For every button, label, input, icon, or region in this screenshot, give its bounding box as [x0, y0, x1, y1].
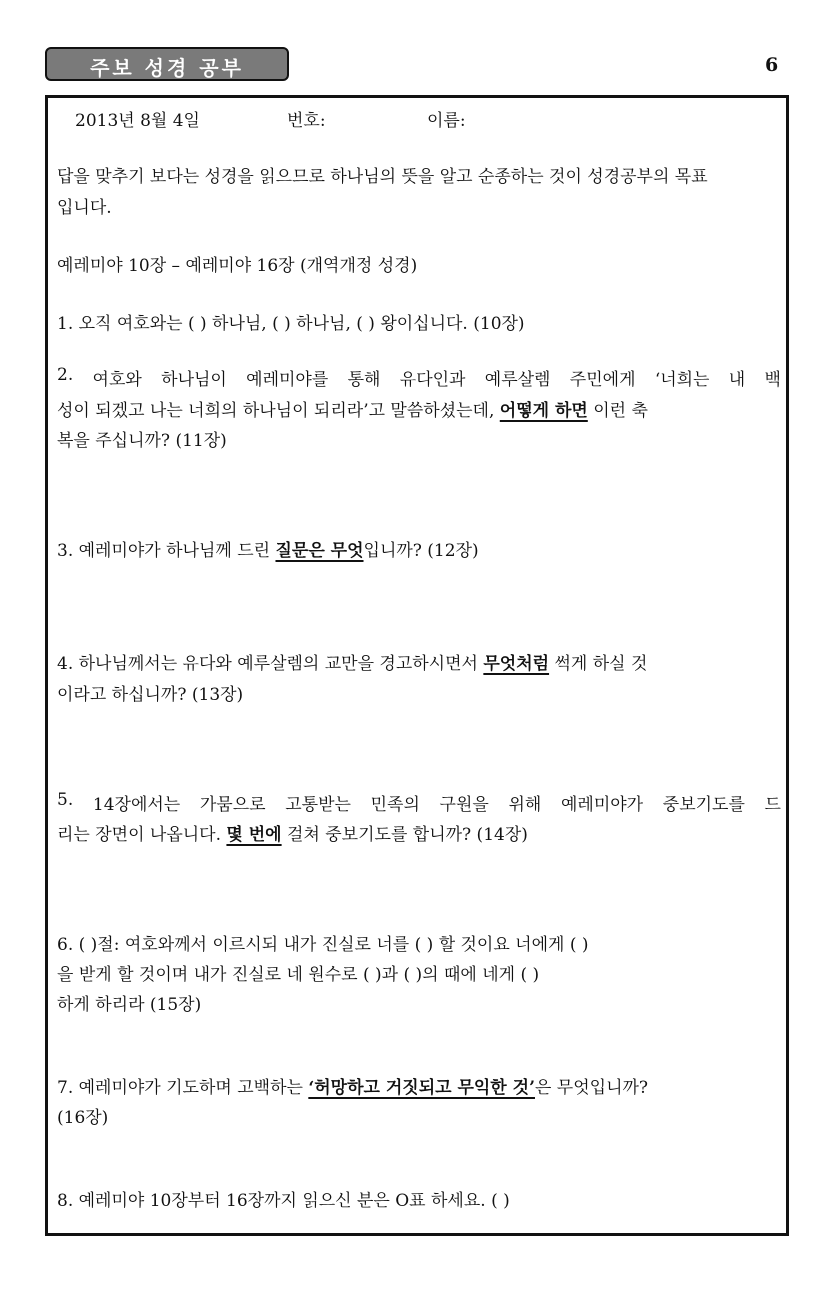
question-7-line-1 — [57, 1073, 648, 1098]
q3-text-a: 3. 예레미야가 하나님께 드린 — [57, 541, 271, 561]
date-text: 2013년 8월 4일 — [75, 111, 200, 131]
q3-emphasis: 질문은 무엇 — [275, 541, 364, 561]
word: 주민에게 — [569, 370, 636, 390]
q4-emphasis: 무엇처럼 — [483, 654, 550, 674]
q5-emphasis: 몇 번에 — [226, 825, 282, 845]
q4-text-a: 4. 하나님께서는 유다와 예루살렘의 교만을 경고하시면서 — [57, 654, 478, 674]
question-6-line-2: 을 받게 할 것이며 내가 진실로 네 원수로 ( )과 ( )의 때에 네게 ( ) — [57, 965, 540, 985]
q5-text-b: 걸쳐 중보기도를 합니까? (14장) — [287, 825, 528, 845]
number-label: 번호: — [287, 111, 326, 131]
word: 고통받는 — [285, 795, 351, 815]
word: 5. — [57, 790, 74, 810]
word: 통해 — [347, 370, 381, 390]
intro-line-2: 입니다. — [57, 198, 112, 218]
q5-text-a: 리는 장면이 나옵니다. — [57, 825, 222, 845]
word: 드 — [764, 795, 781, 815]
word: 예레미야를 — [246, 370, 329, 390]
page-number: 6 — [765, 54, 779, 76]
question-4-line-1 — [57, 649, 647, 674]
question-4-line-2: 이라고 하십니까? (13장) — [57, 685, 244, 705]
word: 14장에서는 — [92, 795, 181, 815]
word: 민족의 — [370, 795, 420, 815]
q7-emphasis: ‘허망하고 거짓되고 무익한 것’ — [308, 1078, 535, 1098]
question-6-line-1: 6. ( )절: 여호와께서 이르시되 내가 진실로 너를 ( ) 할 것이요 너에게 ( ) — [57, 935, 589, 955]
word: 여호와 — [92, 370, 142, 390]
question-2-line-2 — [57, 396, 648, 421]
intro-line-1: 답을 맞추기 보다는 성경을 읽으므로 하나님의 뜻을 알고 순종하는 것이 성경공부의 목표 — [57, 167, 708, 187]
word: 예루살렘 — [484, 370, 551, 390]
name-label: 이름: — [427, 111, 466, 131]
header-title: 주보 성경 공부 — [90, 56, 244, 80]
word: 내 — [728, 370, 746, 390]
q2-emphasis: 어떻게 하면 — [499, 401, 588, 421]
word: ‘너희는 — [654, 370, 710, 390]
q2-text-b: 이런 축 — [593, 401, 648, 421]
question-1: 1. 오직 여호와는 ( ) 하나님, ( ) 하나님, ( ) 왕이십니다. (10장) — [57, 314, 525, 334]
question-3 — [57, 536, 479, 561]
question-2-line-3: 복을 주십니까? (11장) — [57, 431, 227, 451]
word: 중보기도를 — [662, 795, 745, 815]
word: 예레미야가 — [560, 795, 644, 815]
q2-text-a: 성이 되겠고 나는 너희의 하나님이 되리라’고 말씀하셨는데, — [57, 401, 495, 421]
info-line — [75, 106, 466, 131]
word: 2. — [57, 365, 74, 385]
word: 유다인과 — [399, 370, 466, 390]
scripture-range: 예레미야 10장 – 예레미야 16장 (개역개정 성경) — [57, 256, 418, 276]
q4-text-b: 썩게 하실 것 — [554, 654, 648, 674]
word: 구원을 — [439, 795, 489, 815]
question-6-line-3: 하게 하리라 (15장) — [57, 995, 202, 1015]
q3-text-b: 입니까? (12장) — [363, 541, 479, 561]
word: 백 — [764, 370, 781, 390]
question-8: 8. 예레미야 10장부터 16장까지 읽으신 분은 O표 하세요. ( ) — [57, 1191, 510, 1211]
question-2-line-1 — [57, 365, 781, 390]
q7-text-a: 7. 예레미야가 기도하며 고백하는 — [57, 1078, 303, 1098]
question-5-line-2 — [57, 820, 528, 845]
word: 가뭄으로 — [199, 795, 266, 815]
word: 위해 — [508, 795, 542, 815]
header-title-tab — [45, 47, 289, 81]
question-7-line-2: (16장) — [57, 1108, 109, 1128]
q7-text-b: 은 무엇입니까? — [534, 1078, 649, 1098]
question-5-line-1 — [57, 790, 781, 815]
word: 하나님이 — [161, 370, 227, 390]
